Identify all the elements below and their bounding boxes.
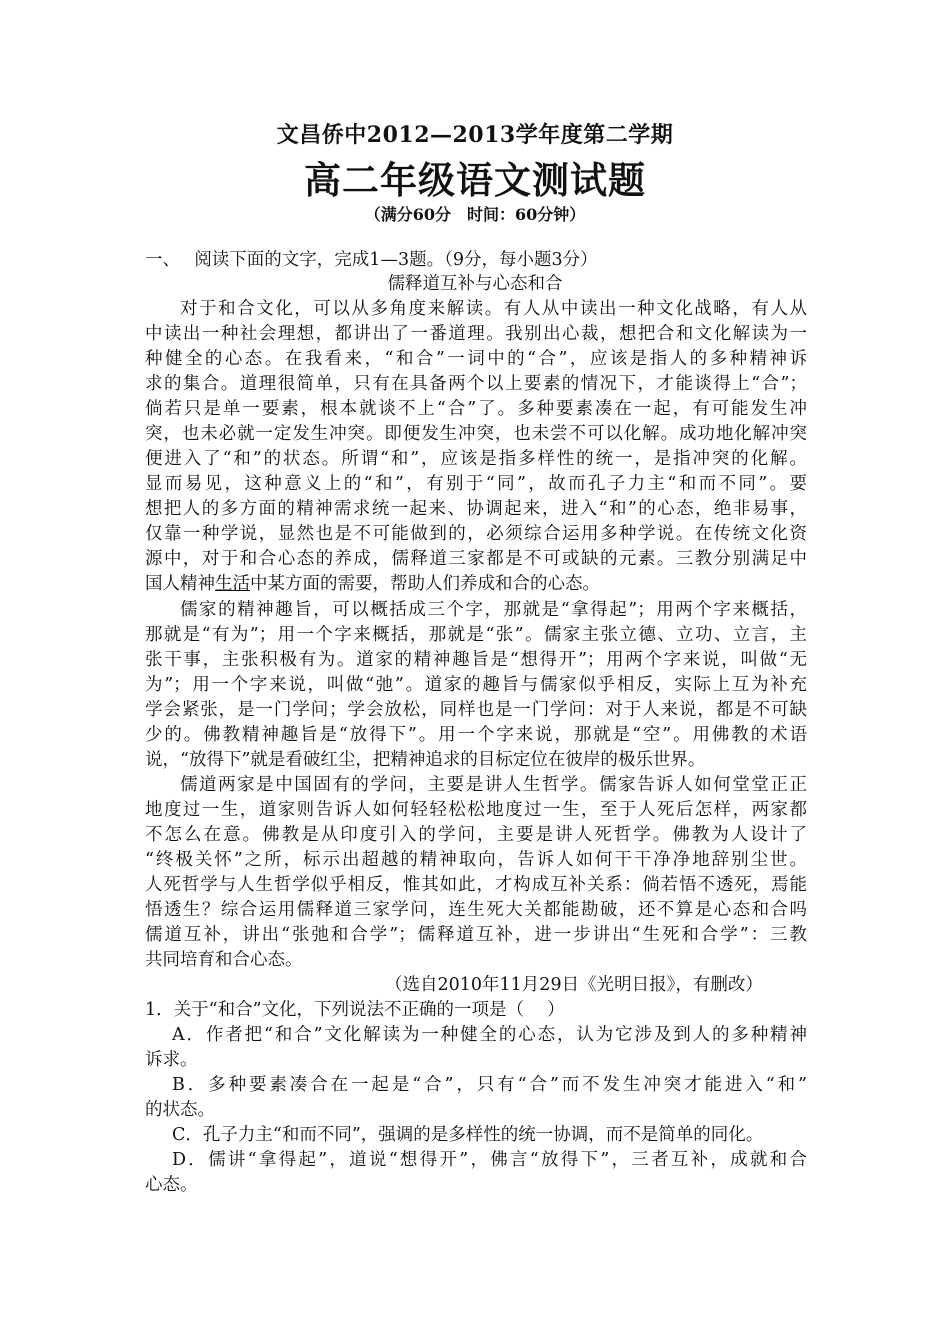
paragraph-line: 中读出一种社会理想，都讲出了一番道理。我别出心裁，想把合和文化解读为一: [145, 324, 807, 344]
paragraph-line: 想把人的多方面的精神需求统一起来、协调起来，进入“和”的心态，绝非易事，: [145, 499, 807, 519]
paragraph-line: 突，也未必就一定发生冲突。即便发生冲突，也未尝不可以化解。成功地化解冲突: [145, 424, 807, 444]
paragraph-line: 共同培育和合心态。: [145, 950, 303, 970]
paragraph-line: 对于和合文化，可以从多角度来解读。有人从中读出一种文化战略，有人从: [180, 299, 807, 319]
option-b: B．多种要素凑合在一起是“合”，只有“合”而不发生冲突才能进入“和”: [172, 1075, 807, 1095]
source-citation: （选自2010年11月29日《光明日报》，有删改）: [385, 975, 763, 995]
paragraph-line: 那就是“有为”；用一个字来概括，那就是“张”。儒家主张立德、立功、立言，主: [145, 625, 807, 645]
paragraph-line: 儒家的精神趣旨，可以概括成三个字，那就是“拿得起”；用两个字来概括，: [180, 600, 807, 620]
underlined-word: 生活: [215, 574, 250, 594]
exam-title: 高二年级语文测试题: [304, 158, 646, 202]
option-a: A．作者把“和合”文化解读为一种健全的心态，认为它涉及到人的多种精神: [172, 1025, 807, 1045]
paragraph-last-line: [145, 572, 600, 596]
paragraph-line: 学会紧张，是一门学问；学会放松，同样也是一门学问：对于人来说，都是不可缺: [145, 700, 807, 720]
paragraph-line: 人死哲学与人生哲学似乎相反，惟其如此，才构成互补关系：倘若悟不透死，焉能: [145, 875, 807, 895]
paragraph-line: 为”；用一个字来说，叫做“弛”。道家的趣旨与儒家似乎相反，实际上互为补充: [145, 675, 807, 695]
option-d-continued: 心态。: [145, 1175, 198, 1195]
paragraph-line: 便进入了“和”的状态。所谓“和”，应该是指多样性的统一，是指冲突的化解。: [145, 449, 807, 469]
text-segment: 国人精神: [145, 574, 215, 594]
paragraph-line: 种健全的心态。在我看来，“和合”一词中的“合”，应该是指人的多种精神诉: [145, 349, 807, 369]
paragraph-line: 源中，对于和合心态的养成，儒释道三家都是不可或缺的元素。三教分别满足中: [145, 549, 807, 569]
paragraph-line: “终极关怀”之所，标示出超越的精神取向，告诉人如何干干净净地辞别尘世。: [145, 850, 807, 870]
article-title: 儒释道互补与心态和合: [387, 274, 563, 294]
option-d: D．儒讲“拿得起”，道说“想得开”，佛言“放得下”，三者互补，成就和合: [172, 1150, 807, 1170]
paragraph-line: 儒道互补，讲出“张弛和合学”；儒释道互补，进一步讲出“生死和合学”：三教: [145, 925, 807, 945]
option-a-continued: 诉求。: [145, 1050, 198, 1070]
paragraph-line: 张干事，主张积极有为。道家的精神趣旨是“想得开”；用两个字来说，叫做“无: [145, 650, 807, 670]
section-instruction: 一、 阅读下面的文字，完成1—3题。（9分，每小题3分）: [145, 250, 598, 270]
text-segment: 中某方面的需要，帮助人们养成和合的心态。: [250, 574, 600, 594]
paragraph-line: 不怎么在意。佛教是从印度引入的学问，主要是讲人死哲学。佛教为人设计了: [145, 825, 807, 845]
paragraph-line: 显而易见，这种意义上的“和”，有别于“同”，故而孔子力主“和而不同”。要: [145, 474, 807, 494]
option-c: C．孔子力主“和而不同”，强调的是多样性的统一协调，而不是简单的同化。: [172, 1125, 764, 1145]
paragraph-line: 儒道两家是中国固有的学问，主要是讲人生哲学。儒家告诉人如何堂堂正正: [180, 775, 807, 795]
paragraph-line: 求的集合。道理很简单，只有在具备两个以上要素的情况下，才能谈得上“合”；: [145, 374, 807, 394]
exam-info: （满分60分 时间：60分钟）: [364, 205, 586, 224]
paragraph-line: 悟透生？综合运用儒释道三家学问，连生死大关都能勘破，还不算是心态和合吗: [145, 900, 807, 920]
paragraph-line: 地度过一生，道家则告诉人如何轻轻松松地度过一生，至于人死后怎样，两家都: [145, 800, 807, 820]
option-b-continued: 的状态。: [145, 1100, 215, 1120]
school-term-heading: 文昌侨中2012—2013学年度第二学期: [276, 122, 674, 148]
paragraph-line: 倘若只是单一要素，根本就谈不上“合”了。多种要素凑在一起，有可能发生冲: [145, 399, 807, 419]
paragraph-line: 仅靠一种学说，显然也是不可能做到的，必须综合运用多种学说。在传统文化资: [145, 524, 807, 544]
paragraph-line: 少的。佛教精神趣旨是“放得下”。用一个字来说，那就是“空”。用佛教的术语: [145, 725, 807, 745]
paragraph-line: 说，“放得下”就是看破红尘，把精神追求的目标定位在彼岸的极乐世界。: [145, 750, 706, 770]
question-stem: 1．关于“和合”文化，下列说法不正确的一项是（ ）: [145, 1000, 565, 1020]
